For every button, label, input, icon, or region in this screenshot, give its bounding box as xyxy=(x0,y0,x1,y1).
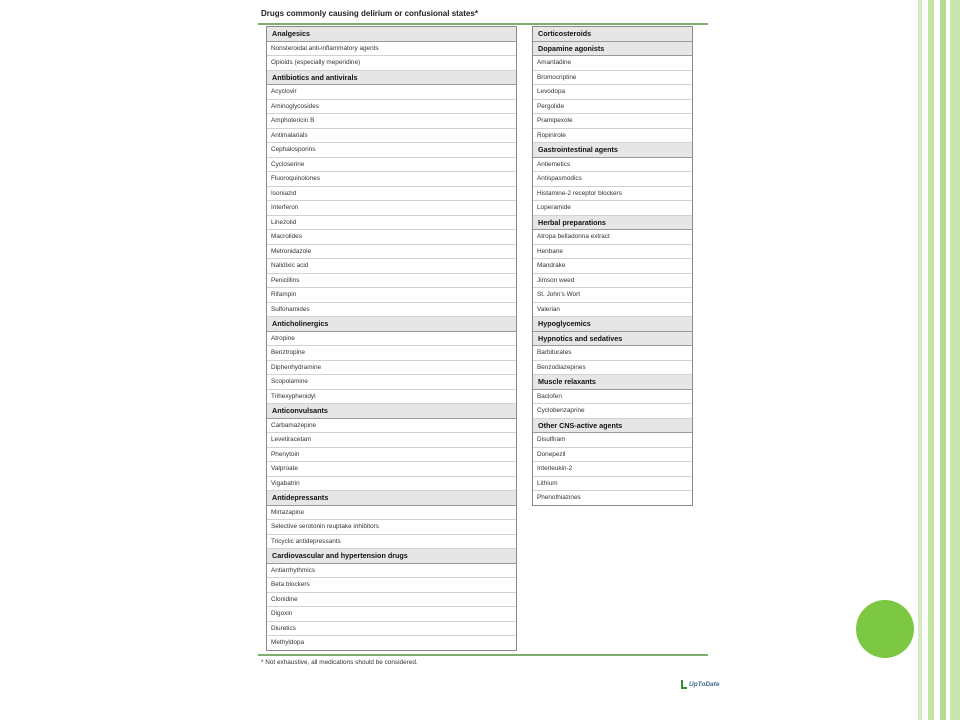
title-divider xyxy=(258,23,708,25)
drug-item: Jimson weed xyxy=(533,274,692,289)
drug-item: Ropinirole xyxy=(533,129,692,144)
drug-item: Antiarrhythmics xyxy=(267,564,516,579)
drug-item: Aminoglycosides xyxy=(267,100,516,115)
drug-item: Nonsteroidal anti-inflammatory agents xyxy=(267,42,516,57)
drug-item: Pergolide xyxy=(533,100,692,115)
category-header: Herbal preparations xyxy=(533,216,692,231)
category-header: Anticholinergics xyxy=(267,317,516,332)
category-header: Cardiovascular and hypertension drugs xyxy=(267,549,516,564)
drug-item: Levetiracetam xyxy=(267,433,516,448)
drug-item: Cephalosporins xyxy=(267,143,516,158)
category-header: Analgesics xyxy=(267,27,516,42)
drug-item: Sulfonamides xyxy=(267,303,516,318)
drug-item: Donepezil xyxy=(533,448,692,463)
drug-item: Clonidine xyxy=(267,593,516,608)
drug-item: Mandrake xyxy=(533,259,692,274)
uptodate-logo xyxy=(681,678,719,690)
drug-item: Benzodiazepines xyxy=(533,361,692,376)
category-header: Corticosteroids xyxy=(533,27,692,42)
drug-item: Selective serotonin reuptake inhibitors xyxy=(267,520,516,535)
drug-item: Bromocriptine xyxy=(533,71,692,86)
drug-item: Beta blockers xyxy=(267,578,516,593)
drug-item: Atropine xyxy=(267,332,516,347)
decorative-stripe xyxy=(950,0,960,720)
drug-item: Isoniazid xyxy=(267,187,516,202)
drug-item: Mirtazapine xyxy=(267,506,516,521)
drug-item: Cyclobenzaprine xyxy=(533,404,692,419)
drug-item: Disulfiram xyxy=(533,433,692,448)
drug-item: Loperamide xyxy=(533,201,692,216)
logo-text: UpToDate xyxy=(689,680,720,688)
drug-item: Phenytoin xyxy=(267,448,516,463)
drug-item: Atropa belladonna extract xyxy=(533,230,692,245)
drug-item: Henbane xyxy=(533,245,692,260)
category-header: Antidepressants xyxy=(267,491,516,506)
category-header: Antibiotics and antivirals xyxy=(267,71,516,86)
drug-item: Interleukin-2 xyxy=(533,462,692,477)
footnote: * Not exhaustive, all medications should be considered. xyxy=(261,659,418,666)
drug-item: Levodopa xyxy=(533,85,692,100)
category-header: Muscle relaxants xyxy=(533,375,692,390)
drug-item: Benztropine xyxy=(267,346,516,361)
drug-item: Scopolamine xyxy=(267,375,516,390)
drug-item: Barbiturates xyxy=(533,346,692,361)
drug-item: Rifampin xyxy=(267,288,516,303)
right-drug-column xyxy=(532,26,693,506)
left-drug-column xyxy=(266,26,517,651)
drug-item: Phenothiazines xyxy=(537,494,581,501)
drug-item: St. John's Wort xyxy=(533,288,692,303)
drug-item: Digoxin xyxy=(267,607,516,622)
category-header: Gastrointestinal agents xyxy=(533,143,692,158)
footnote-divider xyxy=(258,654,708,656)
decorative-stripe xyxy=(940,0,946,720)
drug-item: Vigabatrin xyxy=(267,477,516,492)
drug-item: Methyldopa xyxy=(271,639,305,646)
drug-item: Macrolides xyxy=(267,230,516,245)
drug-item: Carbamazepine xyxy=(267,419,516,434)
drug-item: Antimalarials xyxy=(267,129,516,144)
category-header: Hypnotics and sedatives xyxy=(533,332,692,347)
drug-item: Amantadine xyxy=(533,56,692,71)
drug-item: Amphotericin B xyxy=(267,114,516,129)
decorative-stripe xyxy=(918,0,922,720)
drug-item: Antiemetics xyxy=(533,158,692,173)
drug-item: Antispasmodics xyxy=(533,172,692,187)
decorative-stripe xyxy=(928,0,934,720)
drug-item: Baclofen xyxy=(533,390,692,405)
drug-item: Interferon xyxy=(267,201,516,216)
decorative-circle xyxy=(856,600,914,658)
drug-item: Diuretics xyxy=(267,622,516,637)
drug-item: Pramipexole xyxy=(533,114,692,129)
category-header: Dopamine agonists xyxy=(533,42,692,57)
logo-icon xyxy=(681,680,687,689)
drug-item: Cycloserine xyxy=(267,158,516,173)
drug-item: Valerian xyxy=(533,303,692,318)
category-header: Anticonvulsants xyxy=(267,404,516,419)
drug-item: Metronidazole xyxy=(267,245,516,260)
drug-item: Diphenhydramine xyxy=(267,361,516,376)
drug-item: Linezolid xyxy=(267,216,516,231)
drug-item: Histamine-2 receptor blockers xyxy=(533,187,692,202)
drug-item: Valproate xyxy=(267,462,516,477)
drug-item: Trihexyphenidyl xyxy=(267,390,516,405)
drug-item: Fluoroquinolones xyxy=(267,172,516,187)
table-title: Drugs commonly causing delirium or confusional states* xyxy=(261,9,478,18)
drug-item: Acyclovir xyxy=(267,85,516,100)
drug-item: Penicillins xyxy=(267,274,516,289)
drug-item: Nalidixic acid xyxy=(267,259,516,274)
drug-item: Opioids (especially meperidine) xyxy=(267,56,516,71)
category-header: Other CNS-active agents xyxy=(533,419,692,434)
category-header: Hypoglycemics xyxy=(533,317,692,332)
drug-item: Tricyclic antidepressants xyxy=(267,535,516,550)
drug-item: Lithium xyxy=(533,477,692,492)
